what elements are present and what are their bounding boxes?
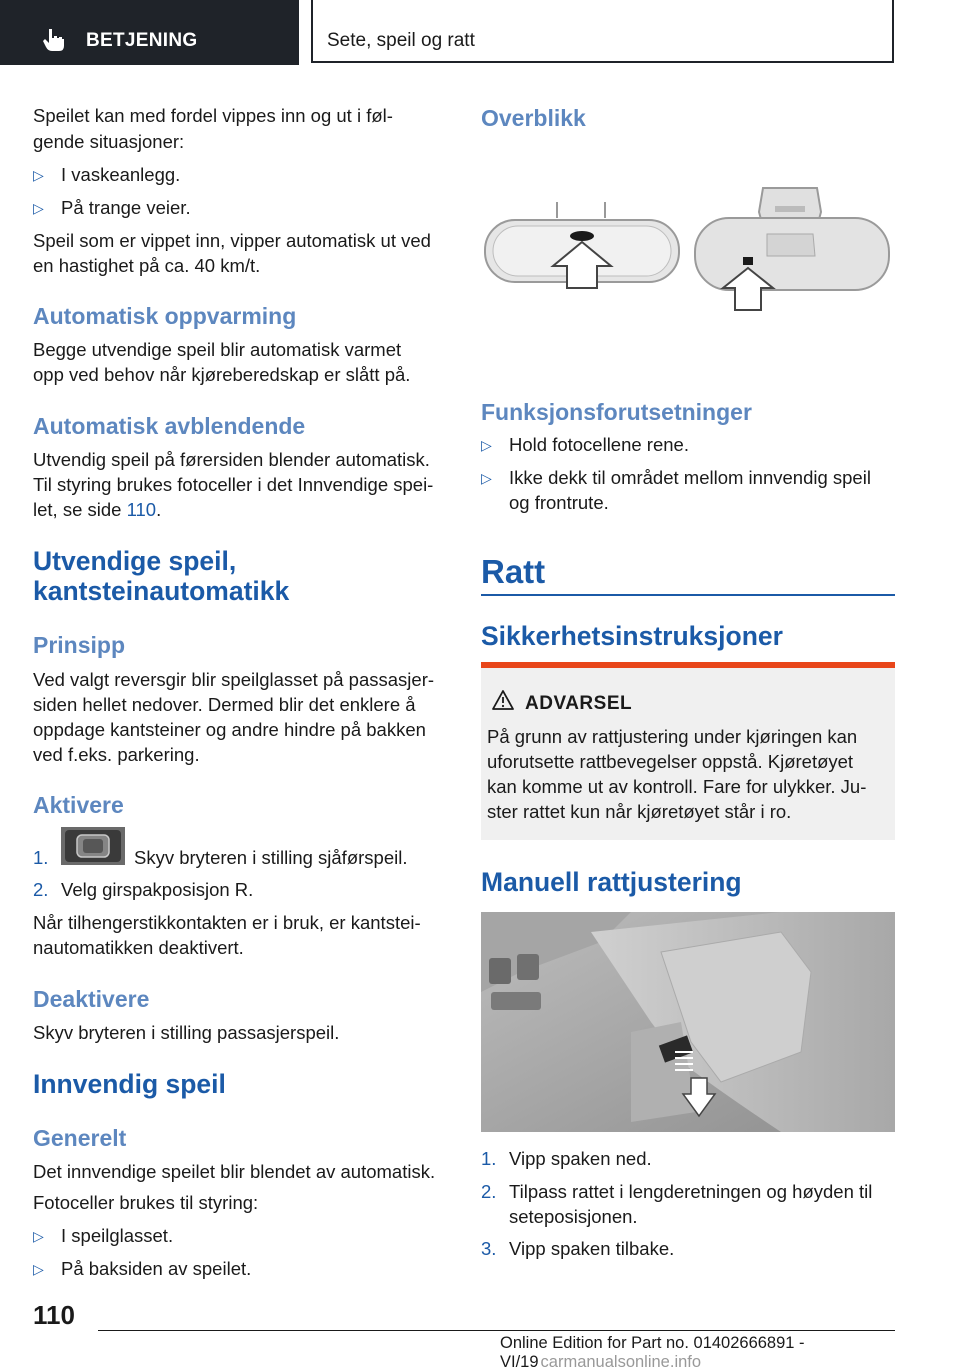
- body-text-line: Skyv bryteren i stilling passasjerspeil.: [33, 1022, 340, 1043]
- triangle-bullet-icon: ▷: [33, 167, 44, 183]
- warning-box: [481, 662, 895, 840]
- intro-text-line: gende situasjoner:: [33, 131, 185, 152]
- heading-automatic-heating: Automatisk oppvarming: [33, 303, 297, 329]
- warning-triangle-icon: [492, 690, 514, 710]
- heading-curb-mirror: kantsteinautomatikk: [33, 576, 290, 606]
- footer-edition: Online Edition for Part no. 01402666891 - VI/19 carmanualsonline.info: [500, 1334, 805, 1371]
- triangle-bullet-icon: ▷: [481, 470, 492, 486]
- body-text-line: Utvendig speil på førersiden blender automatisk.: [33, 449, 430, 470]
- intro-text-line: Speil som er vippet inn, vipper automatisk ut ved: [33, 230, 431, 251]
- body-text-line: Begge utvendige speil blir automatisk varmet: [33, 339, 402, 360]
- body-text-line: Når tilhengerstikkontakten er i bruk, er kantstei-: [33, 912, 421, 933]
- heading-inner-mirror: Innvendig speil: [33, 1069, 226, 1099]
- section-tab: [0, 0, 299, 65]
- body-text-line: ved f.eks. parkering.: [33, 744, 200, 765]
- heading-deactivate: Deaktivere: [33, 986, 150, 1012]
- body-text-line: oppdage kantsteiner og andre hindre på bakken: [33, 719, 426, 740]
- heading-activate: Aktivere: [33, 792, 124, 818]
- body-text-line: let, se side 110.: [33, 499, 162, 520]
- body-text-line: Fotoceller brukes til styring:: [33, 1192, 259, 1213]
- hand-pointer-icon: [40, 26, 68, 54]
- heading-manual-steering-adjustment: Manuell rattjustering: [481, 867, 742, 897]
- mirror-switch-icon: [61, 827, 125, 865]
- warning-title: ADVARSEL: [525, 693, 633, 714]
- warning-text: På grunn av rattjustering under kjøringen kan uforutsette rattbevegelser oppstå. Kjøretøyet kan komme ut av kontroll. Fare for ulykker. Ju- ster rattet kun når kjøretøyet står i ro.: [487, 726, 867, 822]
- chapter-tab: [311, 0, 894, 63]
- triangle-bullet-icon: ▷: [481, 437, 492, 453]
- steering-lever-photo: [481, 912, 895, 1132]
- section-label: BETJENING: [86, 30, 198, 51]
- body-text-line: nautomatikken deaktivert.: [33, 937, 244, 958]
- page-reference-link[interactable]: 110: [126, 499, 157, 520]
- triangle-bullet-icon: ▷: [33, 200, 44, 216]
- page-number: 110: [33, 1300, 75, 1330]
- heading-steering-wheel: Ratt: [481, 553, 546, 590]
- triangle-bullet-icon: ▷: [33, 1261, 44, 1277]
- watermark: carmanualsonline.info: [540, 1353, 702, 1371]
- heading-automatic-dimming: Automatisk avblendende: [33, 413, 306, 439]
- heading-function-requirements: Funksjonsforutsetninger: [481, 399, 752, 425]
- list-item-continuation: seteposisjonen.: [509, 1206, 638, 1227]
- body-text-line: Det innvendige speilet blir blendet av automatisk.: [33, 1161, 436, 1182]
- triangle-bullet-icon: ▷: [33, 1228, 44, 1244]
- heading-principle: Prinsipp: [33, 632, 126, 658]
- list-item-continuation: og frontrute.: [509, 492, 609, 513]
- body-text-line: siden hellet nedover. Dermed blir det enklere å: [33, 694, 416, 715]
- intro-text-line: en hastighet på ca. 40 km/t.: [33, 255, 261, 276]
- body-text-line: opp ved behov når kjøreberedskap er slått på.: [33, 364, 411, 385]
- footer-divider: [98, 1330, 895, 1331]
- section-divider: [481, 594, 895, 596]
- intro-text-line: Speilet kan med fordel vippes inn og ut i føl-: [33, 105, 393, 126]
- body-text-line: Til styring brukes fotoceller i det Innvendige spei-: [33, 474, 434, 495]
- body-text-line: Ved valgt reversgir blir speilglasset på passasjer-: [33, 669, 435, 690]
- chapter-label: Sete, speil og ratt: [327, 30, 475, 51]
- heading-curb-mirror: Utvendige speil,: [33, 546, 237, 576]
- mirror-illustration: [481, 180, 895, 320]
- heading-general: Generelt: [33, 1125, 127, 1151]
- heading-overview: Overblikk: [481, 105, 586, 131]
- heading-safety-instructions: Sikkerhetsinstruksjoner: [481, 621, 783, 651]
